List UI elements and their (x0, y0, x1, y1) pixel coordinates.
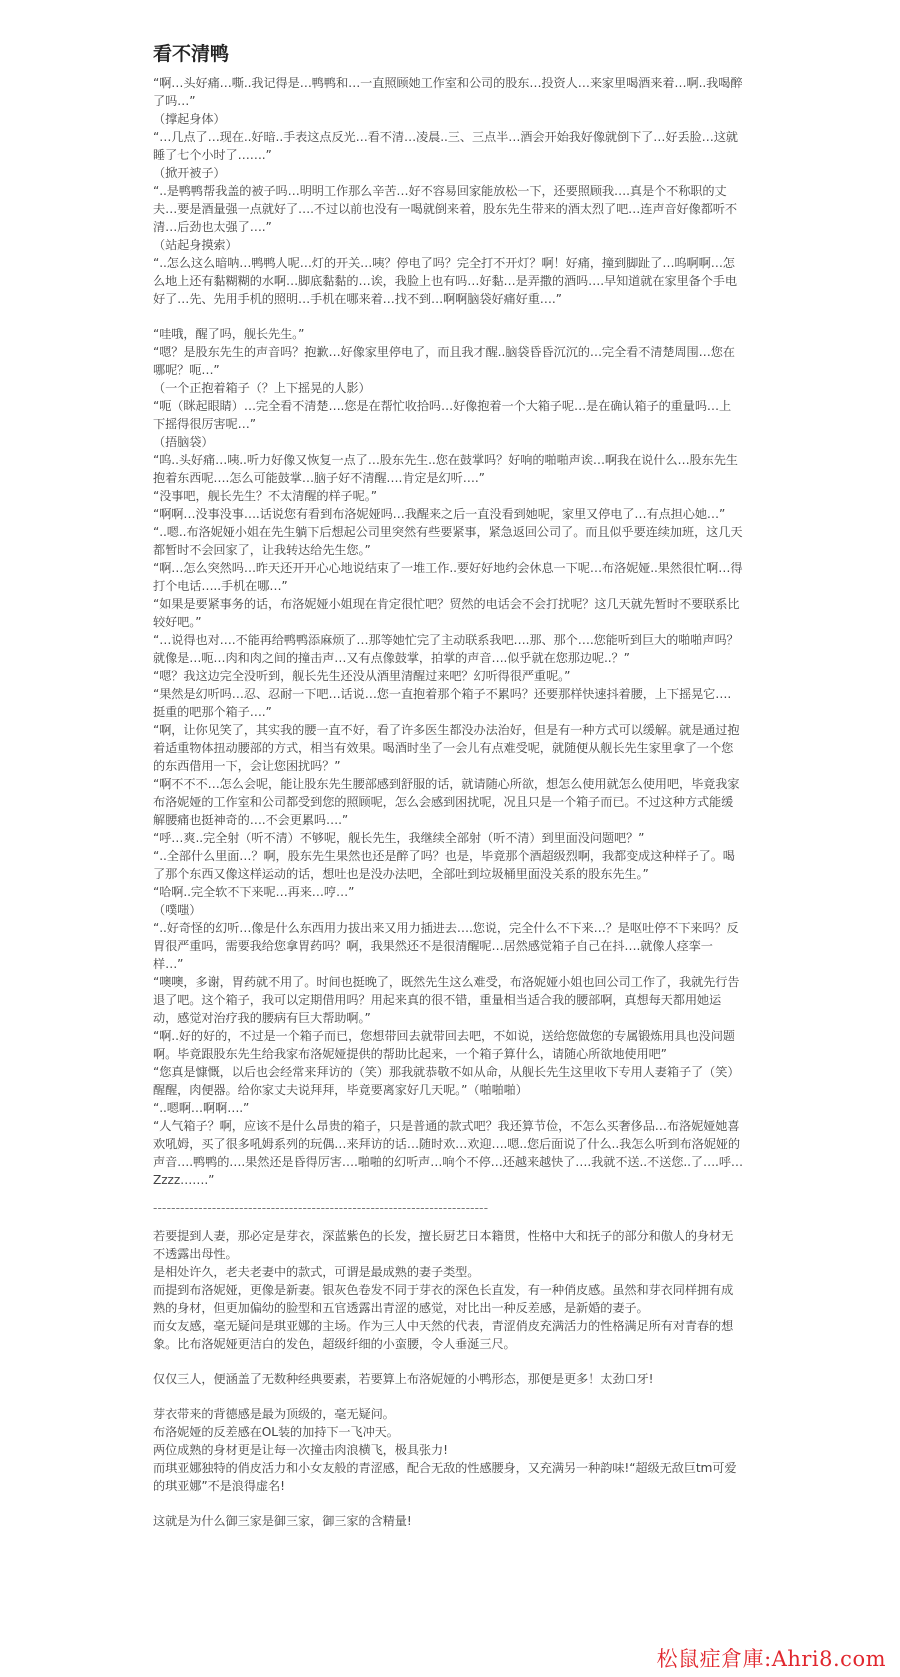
story-paragraph: “噢噢，多谢，胃药就不用了。时间也挺晚了，既然先生这么难受，布洛妮娅小姐也回公司工作了，我就先行告退了吧。这个箱子，我可以定期借用吗？用起来真的很不错，重量相当适合我的腰部啊，真想每天都用她运动，感觉对治疗我的腰病有巨大帮助啊。” (153, 975, 740, 1025)
story-paragraph: “呃（眯起眼睛）…完全看不清楚….您是在帮忙收拾吗…好像抱着一个大箱子呢…是在确认箱子的重量吗…上下摇得很厉害呢…” (153, 399, 732, 431)
story-paragraph: “没事吧，舰长先生？不太清醒的样子呢。” (153, 489, 377, 503)
story-paragraph: “..嗯..布洛妮娅小姐在先生躺下后想起公司里突然有些要紧事，紧急返回公司了。而且似乎要连续加班，这几天都暂时不会回家了，让我转达给先生您。” (153, 525, 743, 557)
story-paragraph: （撑起身体） (153, 112, 226, 126)
notes-paragraph: 是相处许久，老夫老妻中的款式，可谓是最成熟的妻子类型。 (153, 1265, 480, 1279)
story-paragraph: “…几点了…现在..好暗..手表这点反光…看不清…凌晨..三、三点半…酒会开始我好像就倒下了…好丢脸…这就睡了七个小时了…….” (153, 130, 738, 162)
paragraph-gap (153, 308, 743, 325)
paragraph-gap (153, 1388, 743, 1405)
article-title: 看不清鸭 (153, 43, 230, 65)
story-paragraph: “哈啊..完全软不下来呢…再来…哼…” (153, 885, 355, 899)
story-paragraph: “呼…爽..完全射（听不清）不够呢，舰长先生，我继续全部射（听不清）到里面没问题吧？” (153, 831, 645, 845)
article (153, 40, 743, 1530)
story-paragraph: “嗯？我这边完全没听到，舰长先生还没从酒里清醒过来吧？幻听得很严重呢。” (153, 669, 571, 683)
story-paragraph: “您真是慷慨，以后也会经常来拜访的（笑）那我就恭敬不如从命，从舰长先生这里收下专用人妻箱子了（笑）醒醒，肉便器。给你家丈夫说拜拜，毕竟要离家好几天呢。”（啪啪啪） (153, 1065, 740, 1097)
story-paragraph: “果然是幻听吗…忍、忍耐一下吧…话说…您一直抱着那个箱子不累吗？还要那样快速抖着腰，上下摇晃它….挺重的吧那个箱子….” (153, 687, 732, 719)
story-paragraph: “呜..头好痛…咦..听力好像又恢复一点了…股东先生..您在鼓掌吗？好响的啪啪声诶…啊我在说什么…股东先生抱着东西呢….怎么可能鼓掌…脑子好不清醒….肯定是幻听….” (153, 453, 738, 485)
story-paragraph: “啊…头好痛…嘶..我记得是…鸭鸭和…一直照顾她工作室和公司的股东…投资人…来家里喝酒来着…啊..我喝醉了吗…” (153, 76, 743, 108)
story-paragraph: （噗嗤） (153, 903, 202, 917)
story-paragraph: “啊啊…没事没事….话说您有看到布洛妮娅吗…我醒来之后一直没看到她呢，家里又停电了…有点担心她…” (153, 507, 726, 521)
story-paragraph: “啊…怎么突然吗…昨天还开开心心地说结束了一堆工作..要好好地约会休息一下呢…布洛妮娅..果然很忙啊…得打个电话…..手机在哪…” (153, 561, 743, 593)
section-divider: -------------------------------------------------------------------------- (153, 1201, 489, 1215)
story-paragraph: “…说得也对….不能再给鸭鸭添麻烦了…那等她忙完了主动联系我吧….那、那个….您能听到巨大的啪啪声吗？就像是…呃…肉和肉之间的撞击声…又有点像鼓掌，拍掌的声音….似乎就在您那边呢..？” (153, 633, 739, 665)
story-paragraph: “啊..好的好的，不过是一个箱子而已，您想带回去就带回去吧，不如说，送给您做您的专属锻炼用具也没问题啊。毕竟跟股东先生给我家布洛妮娅提供的帮助比起来，一个箱子算什么，请随心所欲地使用吧” (153, 1029, 735, 1061)
notes-paragraph: 芽衣带来的背德感是最为顶级的，毫无疑问。 (153, 1407, 395, 1421)
story-paragraph: “..嗯啊…啊啊….” (153, 1101, 250, 1115)
notes-body (153, 1227, 743, 1530)
notes-paragraph: 这就是为什么御三家是御三家，御三家的含精量! (153, 1514, 412, 1528)
notes-paragraph: 而女友感，毫无疑问是琪亚娜的主场。作为三人中天然的代表，青涩俏皮充满活力的性格满足所有对青春的想象。比布洛妮娅更洁白的发色，超级纤细的小蛮腰，令人垂涎三尺。 (153, 1319, 734, 1351)
notes-paragraph: 而琪亚娜独特的俏皮活力和小女友般的青涩感，配合无敌的性感腰身，又充满另一种韵味!“超级无敌巨tm可爱的琪亚娜”不是浪得虚名! (153, 1461, 737, 1493)
paragraph-gap (153, 1495, 743, 1512)
story-body (153, 74, 743, 1189)
notes-paragraph: 两位成熟的身材更是让每一次撞击肉浪横飞，极具张力! (153, 1443, 448, 1457)
notes-paragraph: 而提到布洛妮娅，更像是新妻。银灰色卷发不同于芽衣的深色长直发，有一种俏皮感。虽然和芽衣同样拥有成熟的身材，但更加偏幼的脸型和五官透露出青涩的感觉，对比出一种反差感，是新婚的妻子。 (153, 1283, 734, 1315)
story-paragraph: “啊不不不…怎么会呢，能让股东先生腰部感到舒服的话，就请随心所欲，想怎么使用就怎么使用吧，毕竟我家布洛妮娅的工作室和公司都受到您的照顾呢，怎么会感到困扰呢，况且只是一个箱子而已。不过这种方式能缓解腰痛也挺神奇的….不会更累吗….” (153, 777, 740, 827)
story-paragraph: “嗯？是股东先生的声音吗？抱歉…好像家里停电了，而且我才醒..脑袋昏昏沉沉的…完全看不清楚周围…您在哪呢？呃…” (153, 345, 735, 377)
story-paragraph: （掀开被子） (153, 166, 226, 180)
story-paragraph: （站起身摸索） (153, 238, 238, 252)
story-paragraph: “..好奇怪的幻听…像是什么东西用力拔出来又用力插进去….您说，完全什么不下来…？是呕吐停不下来吗？反胃很严重吗，需要我给您拿胃药吗？啊，我果然还不是很清醒呢…居然感觉箱子自己在抖….就像人痉挛一样…” (153, 921, 739, 971)
story-paragraph: “..怎么这么暗呐…鸭鸭人呢…灯的开关…咦？停电了吗？完全打不开灯？啊！好痛，撞到脚趾了…呜啊啊…怎么地上还有黏糊糊的水啊…脚底黏黏的…诶，我脸上也有吗…好黏…是弄撒的酒吗….早知道就在家里备个手电好了…先、先用手机的照明…手机在哪来着…找不到…啊啊脑袋好痛好重….” (153, 256, 737, 306)
story-paragraph: “如果是要紧事务的话，布洛妮娅小姐现在肯定很忙吧？贸然的电话会不会打扰呢？这几天就先暂时不要联系比较好吧。” (153, 597, 740, 629)
paragraph-gap (153, 1353, 743, 1370)
notes-paragraph: 布洛妮娅的反差感在OL装的加持下一飞冲天。 (153, 1425, 399, 1439)
story-paragraph: “..全部什么里面…？啊，股东先生果然也还是醉了吗？也是，毕竟那个酒超级烈啊，我都变成这种样子了。喝了那个东西又像这样运动的话，想吐也是没办法吧，全部吐到垃圾桶里面没关系的股东先生。” (153, 849, 735, 881)
story-paragraph: “人气箱子？啊，应该不是什么昂贵的箱子，只是普通的款式吧？我还算节俭，不怎么买奢侈品…布洛妮娅她喜欢吼姆，买了很多吼姆系列的玩偶…来拜访的话…随时欢…欢迎….嗯..您后面说了什么..我怎么听到布洛妮娅的声音….鸭鸭的….果然还是昏得厉害….啪啪的幻听声…响个不停…还越来越快了….我就不送..不送您..了….呼…Zzzz…….” (153, 1119, 743, 1187)
story-paragraph: （一个正抱着箱子（？上下摇晃的人影） (153, 381, 371, 395)
site-watermark: 松鼠症倉庫:Ahri8.com (656, 1647, 886, 1671)
story-paragraph: “啊，让你见笑了，其实我的腰一直不好，看了许多医生都没办法治好，但是有一种方式可以缓解。就是通过抱着适重物体扭动腰部的方式，相当有效果。喝酒时坐了一会儿有点难受呢，就随便从舰长先生家里拿了一个您的东西借用一下，会让您困扰吗？” (153, 723, 740, 773)
story-paragraph: “..是鸭鸭帮我盖的被子吗…明明工作那么辛苦…好不容易回家能放松一下，还要照顾我….真是个不称职的丈夫…要是酒量强一点就好了….不过以前也没有一喝就倒来着，股东先生带来的酒太烈了吧…连声音好像都听不清…后劲也太强了….” (153, 184, 737, 234)
story-paragraph: （捂脑袋） (153, 435, 214, 449)
story-paragraph: “哇哦，醒了吗，舰长先生。” (153, 327, 305, 341)
notes-paragraph: 若要提到人妻，那必定是芽衣，深蓝紫色的长发，擅长厨艺日本籍贯，性格中大和抚子的部分和傲人的身材无不透露出母性。 (153, 1229, 734, 1261)
notes-paragraph: 仅仅三人，便涵盖了无数种经典要素，若要算上布洛妮娅的小鸭形态，那便是更多！太劲口牙! (153, 1372, 654, 1386)
